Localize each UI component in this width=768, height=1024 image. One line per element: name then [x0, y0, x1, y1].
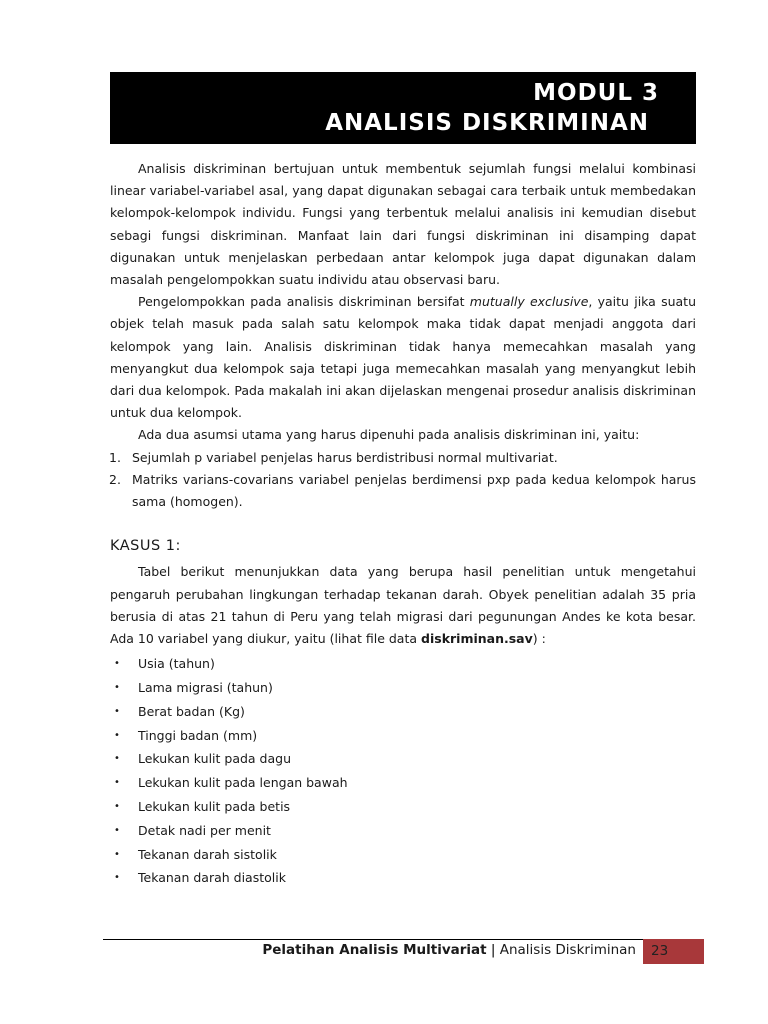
- assumption-list: [110, 447, 696, 514]
- intro-p2-text: Pengelompokkan pada analisis diskriminan bersifat: [138, 294, 470, 310]
- footer-separator: |: [490, 942, 496, 958]
- footer-course-title: Pelatihan Analisis Multivariat: [262, 942, 487, 958]
- kasus-text-end: ) :: [532, 631, 546, 647]
- variable-name: Lekukan kulit pada lengan bawah: [138, 775, 348, 791]
- footer-divider: [103, 939, 643, 940]
- variable-name: Tekanan darah sistolik: [138, 846, 277, 862]
- variable-name: Lama migrasi (tahun): [138, 680, 273, 696]
- variable-name: Lekukan kulit pada dagu: [138, 751, 291, 767]
- kasus-paragraph: [110, 561, 696, 650]
- kasus-text: Tabel berikut menunjukkan data yang berupa hasil penelitian untuk mengetahui pengaruh perubahan lingkungan terhadap tekanan darah. Obyek penelitian adalah 35 pria berusia di atas 21 tahun di Peru yang telah migrasi dari pegunungan Andes ke kota besar. Ada 10 variabel yang diukur, yaitu (lihat file data: [110, 564, 696, 647]
- bullet-icon: •: [114, 658, 120, 670]
- kasus-heading: KASUS 1:: [110, 538, 181, 555]
- list-item: [110, 771, 696, 795]
- footer-text: [262, 942, 636, 958]
- assumption-text: Matriks varians-covarians variabel penjelas berdimensi pxp pada kedua kelompok harus sama (homogen).: [132, 471, 696, 510]
- bullet-icon: •: [114, 753, 120, 765]
- module-title: ANALISIS DISKRIMINAN: [325, 110, 649, 136]
- list-item: [110, 866, 696, 890]
- intro-p2-text-rest: , yaitu jika suatu objek telah masuk pada salah satu kelompok maka tidak dapat menjadi anggota dari kelompok yang lain. Analisis diskriminan tidak hanya memecahkan masalah yang menyangkut dua kelompok saja tetapi juga memecahkan masalah yang menyangkut lebih dari dua kelompok. Pada makalah ini akan dijelaskan mengenai prosedur analisis diskriminan untuk dua kelompok.: [110, 294, 697, 421]
- assumption-text: Sejumlah p variabel penjelas harus berdistribusi normal multivariat.: [132, 449, 558, 465]
- variable-name: Berat badan (Kg): [138, 703, 245, 719]
- intro-paragraph-3: Ada dua asumsi utama yang harus dipenuhi pada analisis diskriminan ini, yaitu:: [138, 427, 640, 443]
- data-file-name: diskriminan.sav: [421, 631, 533, 647]
- variable-name: Tinggi badan (mm): [138, 727, 258, 743]
- intro-paragraph-2: [110, 291, 696, 424]
- list-item: [110, 724, 696, 748]
- list-item: [110, 795, 696, 819]
- page-content: [110, 158, 696, 890]
- bullet-icon: •: [114, 705, 120, 717]
- list-item: [110, 819, 696, 843]
- mutually-exclusive-term: mutually exclusive: [469, 294, 589, 310]
- module-number: MODUL 3: [533, 80, 659, 106]
- list-item: [110, 747, 696, 771]
- intro-paragraph-1: Analisis diskriminan bertujuan untuk membentuk sejumlah fungsi melalui kombinasi linear variabel-variabel asal, yang dapat digunakan sebagai cara terbaik untuk membedakan kelompok-kelompok individu. Fungsi yang terbentuk melalui analisis ini kemudian disebut sebagi fungsi diskriminan. Manfaat lain dari fungsi diskriminan ini disamping dapat digunakan untuk menjelaskan perbedaan antar kelompok juga dapat digunakan dalam masalah pengelompokkan suatu individu atau observasi baru.: [110, 161, 696, 288]
- list-number: 2.: [109, 471, 121, 487]
- list-item: [110, 843, 696, 867]
- bullet-icon: •: [114, 824, 120, 836]
- bullet-icon: •: [114, 729, 120, 741]
- list-item: [110, 652, 696, 676]
- variable-name: Lekukan kulit pada betis: [138, 799, 291, 815]
- variable-name: Tekanan darah diastolik: [138, 870, 286, 886]
- page-number: 23: [643, 939, 704, 964]
- bullet-icon: •: [114, 872, 120, 884]
- footer-section-title: Analisis Diskriminan: [499, 942, 636, 958]
- list-item: [110, 676, 696, 700]
- list-number: 1.: [109, 449, 121, 465]
- list-item: [110, 700, 696, 724]
- variable-list: [110, 652, 696, 890]
- list-item: [110, 447, 696, 469]
- bullet-icon: •: [114, 801, 120, 813]
- variable-name: Detak nadi per menit: [138, 822, 271, 838]
- bullet-icon: •: [114, 682, 120, 694]
- variable-name: Usia (tahun): [138, 656, 215, 672]
- bullet-icon: •: [114, 848, 120, 860]
- module-header: [110, 72, 696, 144]
- list-item: [110, 469, 696, 513]
- bullet-icon: •: [114, 777, 120, 789]
